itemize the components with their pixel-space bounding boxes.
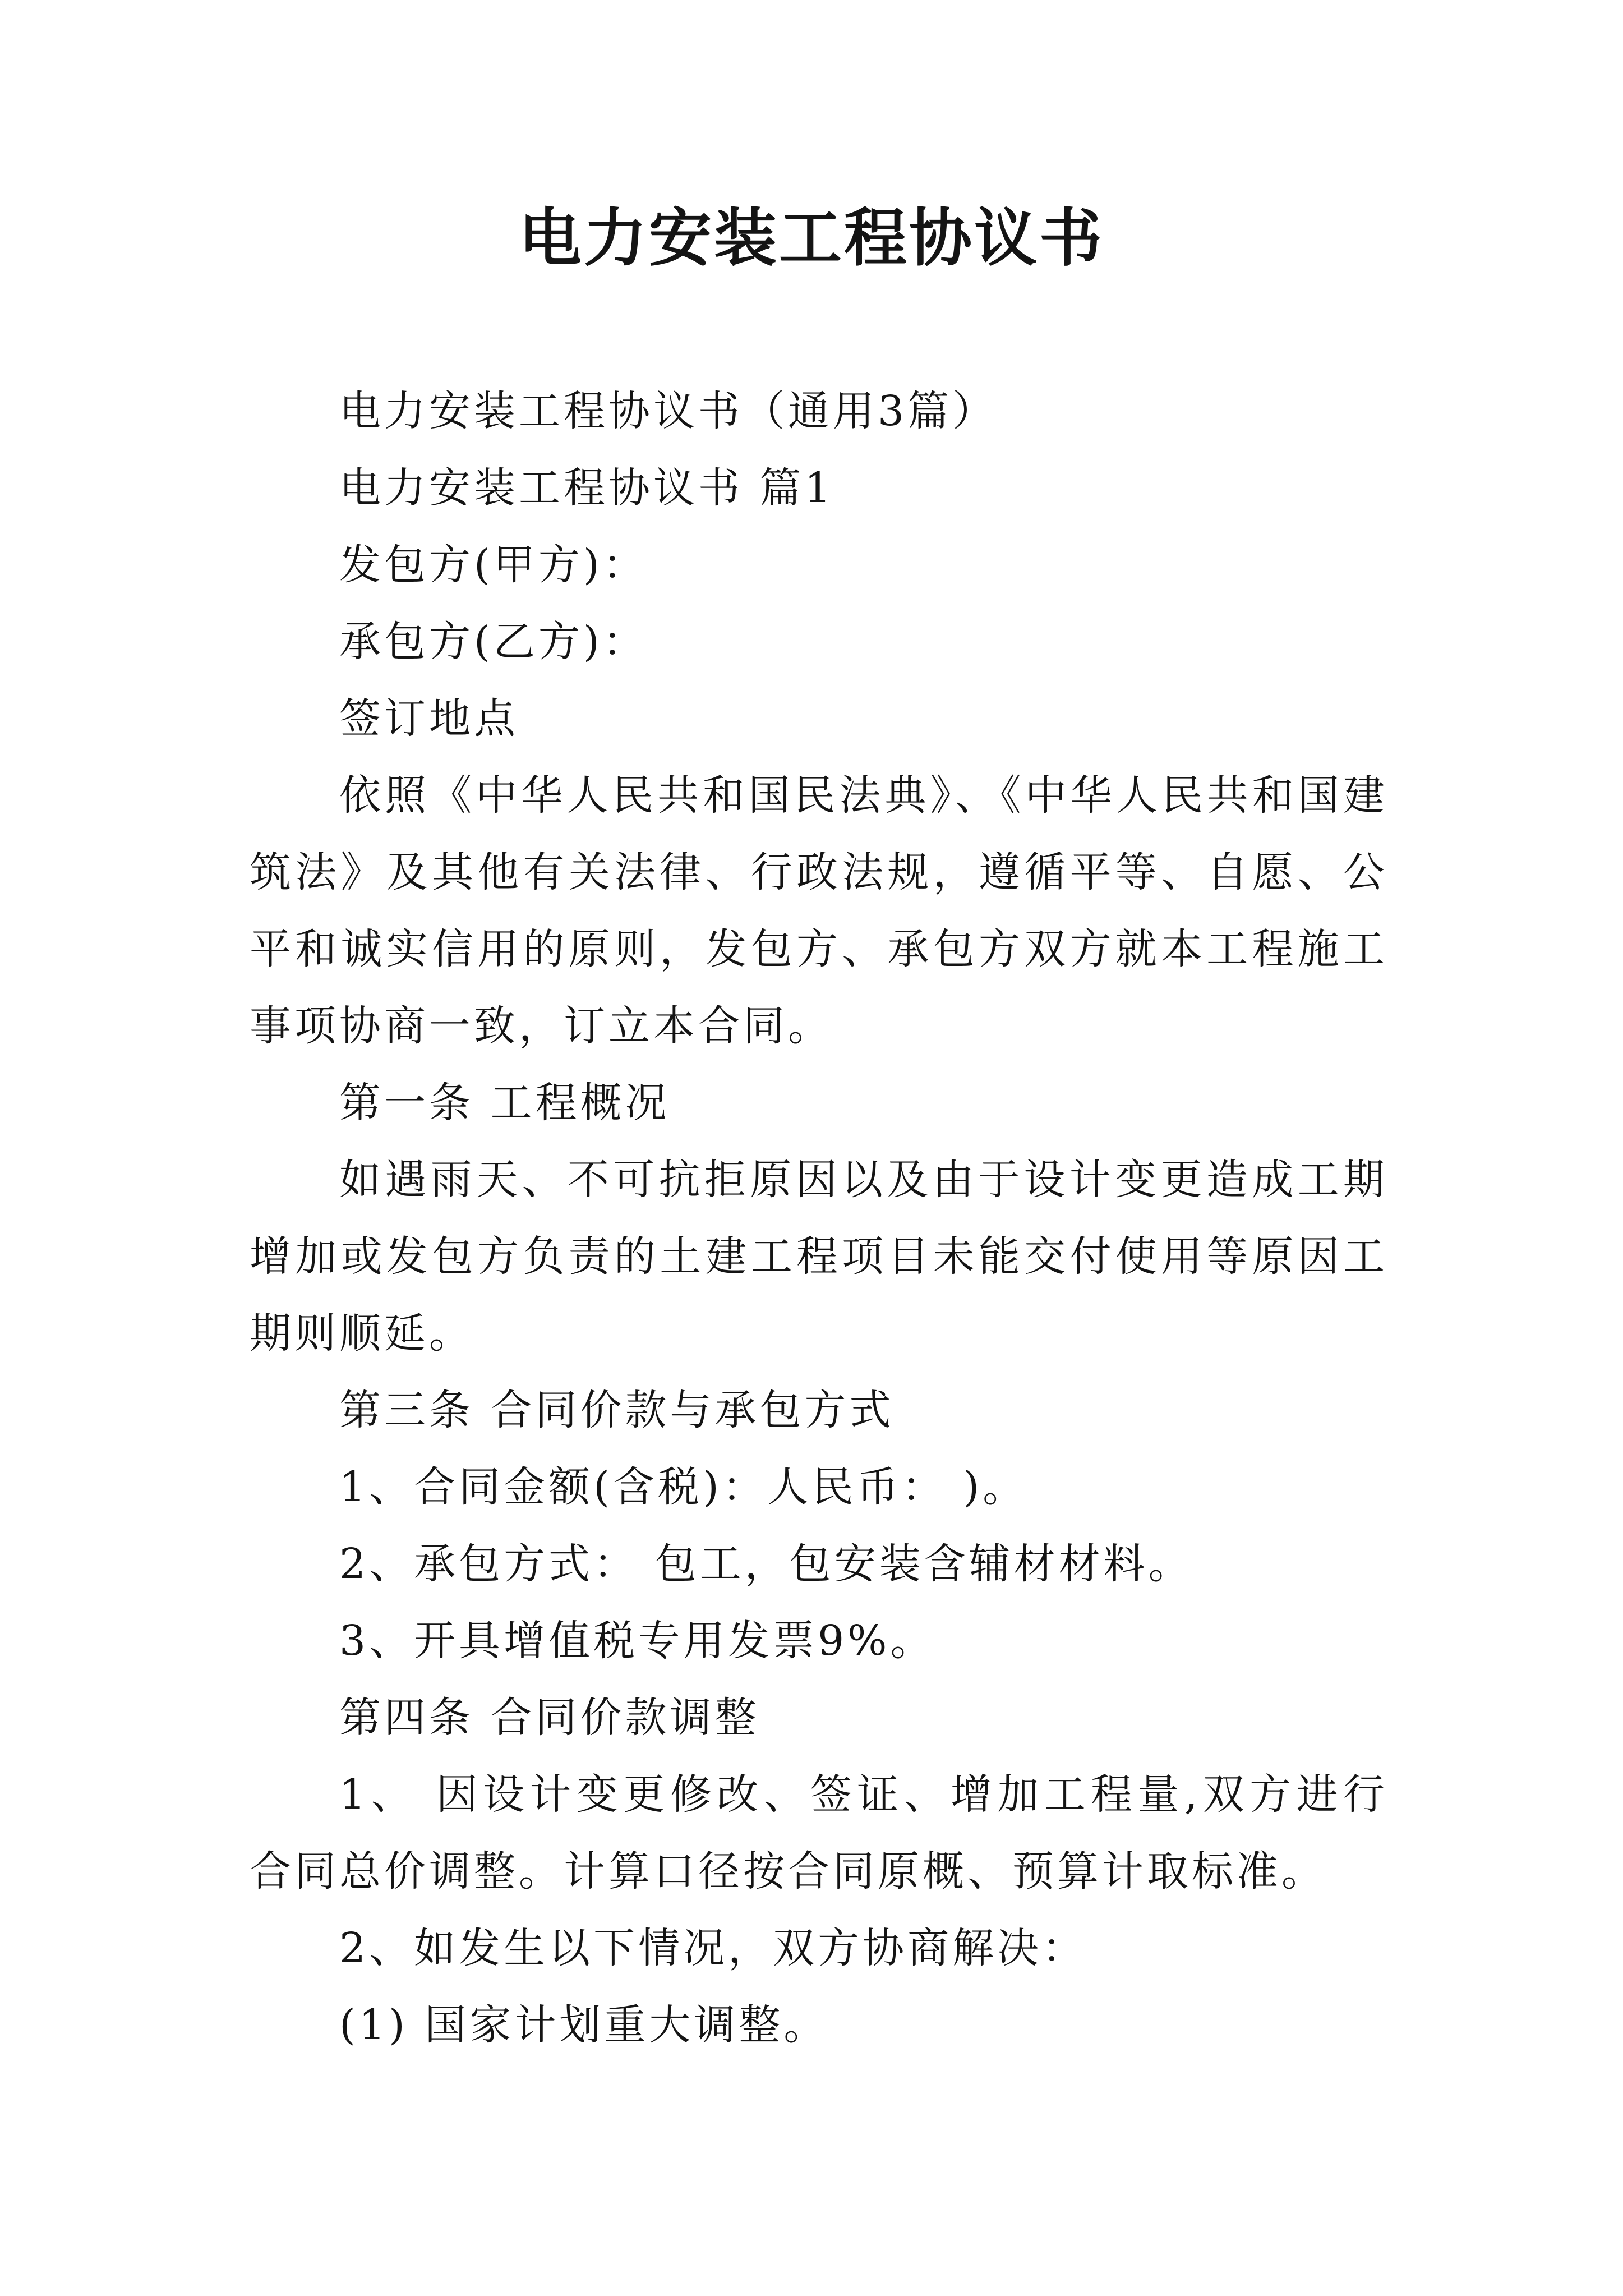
paragraph-article-4-heading: 第四条 合同价款调整 — [339, 1694, 760, 1742]
paragraph-subtitle: 电力安装工程协议书（通用3篇） — [339, 387, 998, 435]
paragraph-article-3-heading: 第三条 合同价款与承包方式 — [339, 1386, 895, 1434]
paragraph-party-b: 承包方(乙方)： — [339, 618, 648, 666]
paragraph-party-a: 发包方(甲方)： — [339, 541, 648, 589]
paragraph-article-4-subitem-1: (1) 国家计划重大调整。 — [339, 2001, 829, 2049]
paragraph-article-3-item-2: 2、承包方式： 包工，包安装含辅材材料。 — [339, 1540, 1193, 1588]
paragraph-article-3-item-1: 1、合同金额(含税)：人民币： )。 — [339, 1463, 1028, 1511]
paragraph-section-heading: 电力安装工程协议书 篇1 — [339, 464, 834, 512]
paragraph-article-4-item-1: 1、 因设计变更修改、签证、增加工程量,双方进行合同总价调整。计算口径按合同原概、预算计取标准。 — [250, 1770, 1388, 1895]
paragraph-article-1-body: 如遇雨天、不可抗拒原因以及由于设计变更造成工期增加或发包方负责的土建工程项目未能交付使用等原因工期则顺延。 — [250, 1156, 1388, 1358]
paragraph-signing-place: 签订地点 — [339, 694, 519, 743]
document-title: 电力安装工程协议书 — [519, 201, 1104, 275]
paragraph-article-1-heading: 第一条 工程概况 — [339, 1079, 670, 1127]
document-body — [250, 373, 1388, 2064]
paragraph-article-3-item-3: 3、开具增值税专用发票9%。 — [339, 1617, 935, 1665]
paragraph-article-4-item-2: 2、如发生以下情况，双方协商解决： — [339, 1924, 1087, 1972]
paragraph-preamble: 依照《中华人民共和国民法典》、《中华人民共和国建筑法》及其他有关法律、行政法规，遵循平等、自愿、公平和诚实信用的原则，发包方、承包方双方就本工程施工事项协商一致，订立本合同。 — [250, 771, 1388, 1050]
